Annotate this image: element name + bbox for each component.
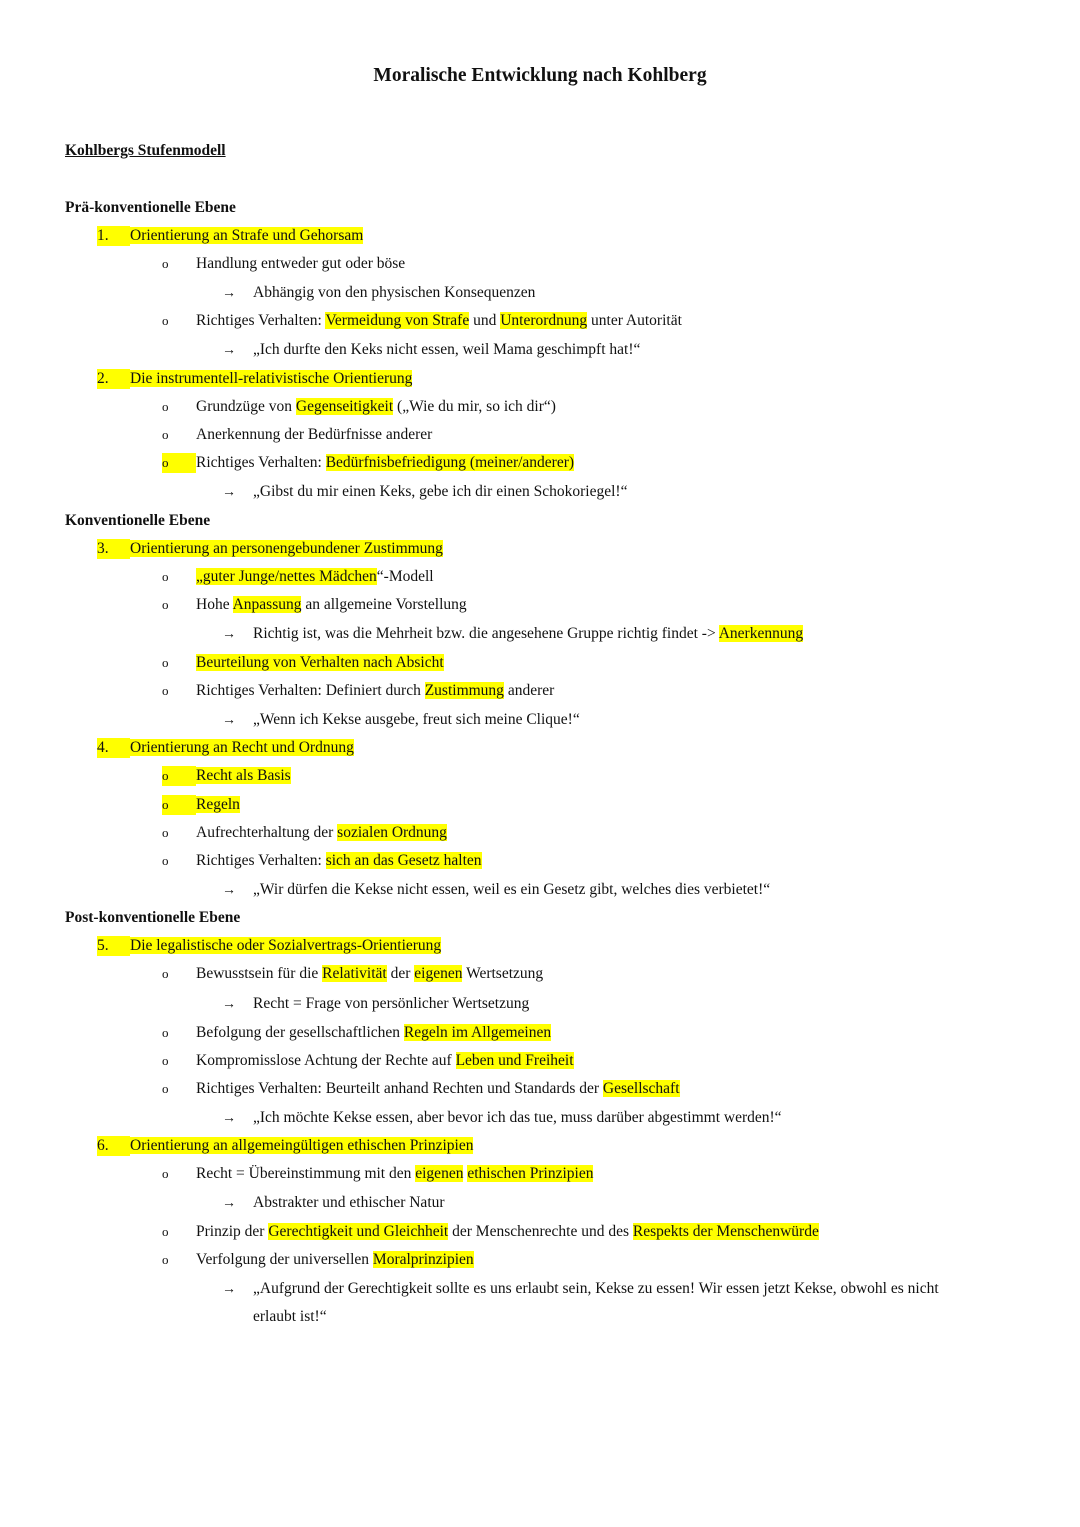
arrow-item (222, 1108, 782, 1129)
bullet-item (162, 595, 467, 615)
text-segment: „Ich durfte den Keks nicht essen, weil Mama geschimpft hat!“ (253, 341, 641, 358)
highlighted-text: Orientierung an personengebundener Zustimmung (130, 540, 443, 557)
text-segment: der (386, 965, 415, 982)
text-segment: Recht = Frage von persönlicher Wertsetzung (253, 995, 530, 1012)
text-segment: unter Autorität (587, 312, 682, 329)
text-segment: Verfolgung der universellen (196, 1251, 373, 1268)
stage-heading (97, 369, 412, 389)
highlighted-text: Anerkennung (718, 625, 804, 642)
bullet-icon: o (162, 313, 169, 328)
text-segment: Abstrakter und ethischer Natur (253, 1194, 445, 1211)
stage-heading (97, 539, 443, 559)
text-segment: „Gibst du mir einen Keks, gebe ich dir einen Schokoriegel!“ (253, 483, 628, 500)
highlighted-text: „guter Junge/nettes Mädchen (196, 568, 377, 585)
highlighted-text: Beurteilung von Verhalten nach Absicht (196, 654, 444, 671)
highlighted-text: Regeln (196, 796, 240, 813)
bullet-item (162, 823, 447, 843)
highlighted-text: Recht als Basis (196, 767, 291, 784)
highlighted-text: Die legalistische oder Sozialvertrags-Orientierung (130, 937, 442, 954)
bullet-item (162, 653, 444, 673)
text-segment: Prinzip der (196, 1223, 269, 1240)
highlighted-text: Gesellschaft (602, 1080, 680, 1097)
highlighted-text: Relativität (322, 965, 387, 982)
text-segment: Richtiges Verhalten: (196, 454, 326, 471)
text-segment: an allgemeine Vorstellung (301, 596, 467, 613)
text-segment: Kompromisslose Achtung der Rechte auf (196, 1052, 456, 1069)
bullet-icon: o (162, 1025, 169, 1040)
bullet-icon: o (162, 766, 196, 786)
text-segment: „Wenn ich Kekse ausgebe, freut sich meine Clique!“ (253, 711, 580, 728)
highlighted-text: Unterordnung (500, 312, 588, 329)
continuation-line (253, 1307, 327, 1327)
bullet-icon: o (162, 256, 169, 271)
bullet-icon: o (162, 683, 169, 698)
text-segment: Aufrechterhaltung der (196, 824, 338, 841)
arrow-icon: → (222, 997, 236, 1012)
text-segment: „Ich möchte Kekse essen, aber bevor ich das tue, muss darüber abgestimmt werden!“ (253, 1109, 782, 1126)
highlighted-text: ethischen Prinzipien (467, 1165, 594, 1182)
bullet-item (162, 1079, 680, 1099)
highlighted-text: sich an das Gesetz halten (325, 852, 482, 869)
text-segment: Handlung entweder gut oder böse (196, 255, 406, 272)
text-segment: „Wir dürfen die Kekse nicht essen, weil es ein Gesetz gibt, welches dies verbietet!“ (253, 881, 771, 898)
bullet-item (162, 254, 405, 274)
text-segment: Abhängig von den physischen Konsequenzen (253, 284, 536, 301)
bullet-item (162, 1023, 551, 1043)
arrow-icon: → (222, 627, 236, 642)
arrow-icon: → (222, 1282, 236, 1297)
arrow-item (222, 340, 640, 361)
bullet-item (162, 795, 240, 815)
text-segment: Hohe (196, 596, 233, 613)
highlighted-text: Leben und Freiheit (455, 1052, 574, 1069)
bullet-icon: o (162, 1081, 169, 1096)
highlighted-text: Vermeidung von Strafe (325, 312, 470, 329)
level-heading (65, 198, 236, 218)
arrow-item (222, 624, 803, 645)
text-segment: Richtiges Verhalten: (196, 312, 326, 329)
highlighted-text: Bedürfnisbefriedigung (meiner/anderer) (325, 454, 575, 471)
bullet-item (162, 964, 543, 984)
bullet-item (162, 311, 682, 331)
text-segment: Prä-konventionelle Ebene (65, 199, 236, 216)
arrow-icon: → (222, 286, 236, 301)
bullet-icon: o (162, 427, 169, 442)
highlighted-text: Regeln im Allgemeinen (403, 1024, 552, 1041)
arrow-icon: → (222, 485, 236, 500)
stage-heading (97, 226, 363, 246)
text-segment: Richtig ist, was die Mehrheit bzw. die angesehene Gruppe richtig findet -> (253, 625, 719, 642)
bullet-item (162, 1222, 819, 1242)
bullet-icon: o (162, 1053, 169, 1068)
highlighted-text: Zustimmung (424, 682, 504, 699)
stage-heading (97, 1136, 473, 1156)
text-segment: Anerkennung der Bedürfnisse anderer (196, 426, 433, 443)
bullet-item (162, 453, 574, 473)
bullet-icon: o (162, 453, 196, 473)
stage-heading (97, 738, 354, 758)
bullet-item (162, 851, 482, 871)
text-segment: “-Modell (376, 568, 434, 585)
text-segment: Bewusstsein für die (196, 965, 323, 982)
highlighted-text: Respekts der Menschenwürde (632, 1223, 819, 1240)
bullet-item (162, 1250, 474, 1270)
bullet-item (162, 397, 556, 417)
arrow-icon: → (222, 1196, 236, 1211)
text-segment: Recht = Übereinstimmung mit den (196, 1165, 416, 1182)
bullet-icon: o (162, 966, 169, 981)
arrow-item (222, 994, 529, 1015)
text-segment: („Wie du mir, so ich dir“) (393, 398, 556, 415)
bullet-icon: o (162, 1252, 169, 1267)
bullet-item (162, 425, 432, 445)
text-segment: „Aufgrund der Gerechtigkeit sollte es uns erlaubt sein, Kekse zu essen! Wir essen jetzt Kekse, obwohl es nicht (253, 1280, 939, 1297)
level-heading (65, 511, 210, 531)
arrow-icon: → (222, 883, 236, 898)
bullet-item (162, 681, 554, 701)
text-segment: Richtiges Verhalten: Definiert durch (196, 682, 425, 699)
stage-number: 4. (97, 738, 130, 758)
arrow-item (222, 482, 627, 503)
highlighted-text: Orientierung an allgemeingültigen ethischen Prinzipien (130, 1137, 474, 1154)
text-segment: Konventionelle Ebene (65, 512, 211, 529)
stage-number: 5. (97, 936, 130, 956)
highlighted-text: eigenen (415, 1165, 464, 1182)
arrow-item (222, 1193, 445, 1214)
text-segment: erlaubt ist!“ (253, 1308, 327, 1325)
arrow-icon: → (222, 713, 236, 728)
bullet-icon: o (162, 1224, 169, 1239)
highlighted-text: Die instrumentell-relativistische Orientierung (130, 370, 413, 387)
text-segment: Richtiges Verhalten: (196, 852, 326, 869)
stage-number: 6. (97, 1136, 130, 1156)
stage-number: 1. (97, 226, 130, 246)
arrow-item (222, 710, 580, 731)
bullet-item (162, 567, 434, 587)
highlighted-text: sozialen Ordnung (337, 824, 447, 841)
arrow-icon: → (222, 343, 236, 358)
bullet-icon: o (162, 399, 169, 414)
text-segment: Befolgung der gesellschaftlichen (196, 1024, 404, 1041)
text-segment: anderer (503, 682, 555, 699)
highlighted-text: Orientierung an Strafe und Gehorsam (130, 227, 364, 244)
highlighted-text: Orientierung an Recht und Ordnung (130, 739, 354, 756)
text-segment: Wertsetzung (462, 965, 544, 982)
level-heading (65, 908, 240, 928)
bullet-icon: o (162, 853, 169, 868)
bullet-item (162, 766, 291, 786)
stage-number: 3. (97, 539, 130, 559)
text-segment: der Menschenrechte und des (448, 1223, 633, 1240)
bullet-icon: o (162, 655, 169, 670)
arrow-item (222, 1279, 939, 1300)
bullet-icon: o (162, 597, 169, 612)
bullet-icon: o (162, 569, 169, 584)
bullet-item (162, 1164, 593, 1184)
arrow-item (222, 880, 770, 901)
bullet-icon: o (162, 795, 196, 815)
text-segment: und (469, 312, 501, 329)
text-segment: Grundzüge von (196, 398, 296, 415)
highlighted-text: Gegenseitigkeit (295, 398, 394, 415)
bullet-icon: o (162, 1166, 169, 1181)
arrow-item (222, 283, 535, 304)
stage-heading (97, 936, 441, 956)
arrow-icon: → (222, 1111, 236, 1126)
stage-number: 2. (97, 369, 130, 389)
text-segment: Richtiges Verhalten: Beurteilt anhand Rechten und Standards der (196, 1080, 603, 1097)
highlighted-text: Gerechtigkeit und Gleichheit (268, 1223, 449, 1240)
bullet-item (162, 1051, 574, 1071)
text-segment: Post-konventionelle Ebene (65, 909, 241, 926)
highlighted-text: Anpassung (232, 596, 302, 613)
bullet-icon: o (162, 825, 169, 840)
highlighted-text: Moralprinzipien (372, 1251, 474, 1268)
highlighted-text: eigenen (414, 965, 463, 982)
section-heading: Kohlbergs Stufenmodell (65, 142, 226, 159)
page-title: Moralische Entwicklung nach Kohlberg (373, 65, 707, 86)
